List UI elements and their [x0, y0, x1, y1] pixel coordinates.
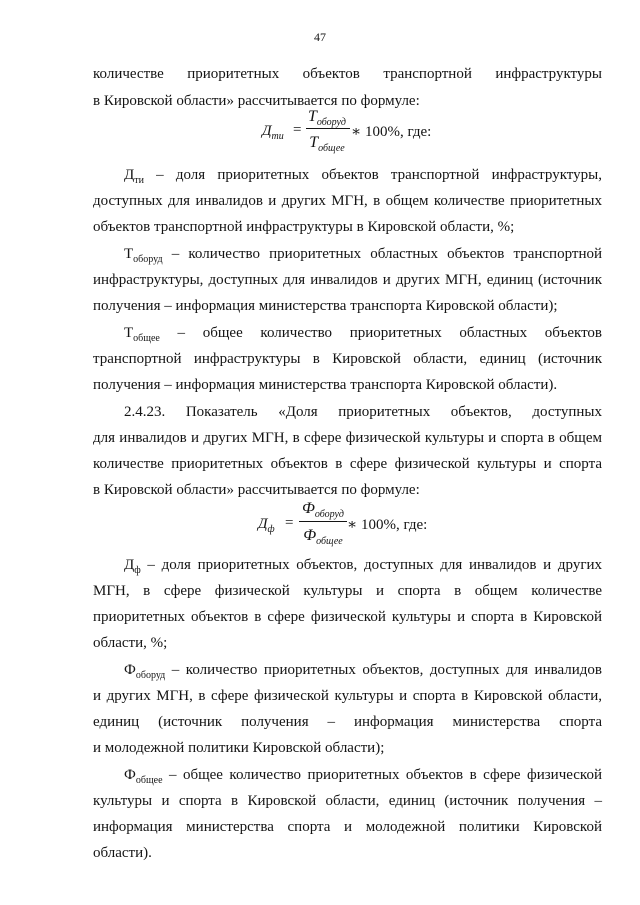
formula-numerator: $Ф_{оборуд}$ [302, 500, 344, 520]
formula-tail: ∗ 100%, где: [347, 517, 428, 533]
text-line: $Ф_{оборуд}$ – количество приоритетных объектов, доступных для инвалидов [124, 662, 602, 681]
formula-denominator: $Ф_{общее}$ [303, 527, 343, 547]
text-line: $Д_{ти}$ – доля приоритетных объектов транспортной инфраструктуры, [124, 167, 602, 186]
text-line: 2.4.23. Показатель «Доля приоритетных объектов, доступных [124, 404, 602, 420]
text-line: в Кировской области» рассчитывается по формуле: [93, 93, 420, 109]
fraction-bar [299, 521, 347, 522]
text-line: и молодежной политики Кировской области); [93, 740, 385, 756]
text-line: доступных для инвалидов и других МГН, в общем количестве приоритетных [93, 193, 602, 209]
page-number: 47 [314, 30, 326, 44]
text-line: получения – информация министерства транспорта Кировской области). [93, 377, 558, 393]
text-line: $Т_{общее}$ – общее количество приоритетных областных объектов [124, 325, 603, 344]
text-line: приоритетных объектов в сфере физической культуры и спорта в Кировской [93, 609, 602, 625]
text-line: $Т_{оборуд}$ – количество приоритетных областных объектов транспортной [124, 246, 602, 265]
text-line: для инвалидов и других МГН, в сфере физической культуры и спорта в общем [93, 430, 602, 446]
text-line: и других МГН, в сфере физической культуры и спорта в Кировской области, [93, 688, 602, 704]
text-line: МГН, в сфере физической культуры и спорта в общем количестве [93, 583, 602, 599]
text-line: области, %; [93, 635, 168, 651]
text-line: культуры и спорта в Кировской области, единиц (источник получения – [93, 793, 602, 809]
text-line: инфраструктуры, доступных для инвалидов и других МГН, единиц (источник [93, 272, 602, 288]
text-line: $Д_ф$ – доля приоритетных объектов, доступных для инвалидов и других [124, 557, 602, 576]
text-line: $Ф_{общее}$ – общее количество приоритетных объектов в сфере физической [124, 767, 602, 786]
fraction-bar [306, 128, 350, 129]
formula-equals: = [285, 515, 294, 531]
text-line: количестве приоритетных объектов в сфере физической культуры и спорта [93, 456, 602, 472]
formula-lhs: $Д_{ти}$ [262, 123, 284, 142]
text-line: объектов транспортной инфраструктуры в Кировской области, %; [93, 219, 515, 235]
text-line: получения – информация министерства транспорта Кировской области); [93, 298, 558, 314]
formula-tail: ∗ 100%, где: [351, 124, 432, 140]
formula-numerator: $Т_{оборуд}$ [307, 108, 346, 128]
formula-lhs: $Д_ф$ [258, 516, 275, 535]
text-line: информация министерства спорта и молодежной политики Кировской [93, 819, 602, 835]
text-line: в Кировской области» рассчитывается по формуле: [93, 482, 420, 498]
text-line: области). [93, 845, 152, 861]
text-line: количестве приоритетных объектов транспортной инфраструктуры [93, 66, 602, 82]
text-line: транспортной инфраструктуры в Кировской области, единиц (источник [93, 351, 602, 367]
formula-equals: = [293, 122, 302, 138]
formula-denominator: $Т_{общее}$ [309, 134, 345, 154]
text-line: единиц (источник получения – информация министерства спорта [93, 714, 602, 730]
